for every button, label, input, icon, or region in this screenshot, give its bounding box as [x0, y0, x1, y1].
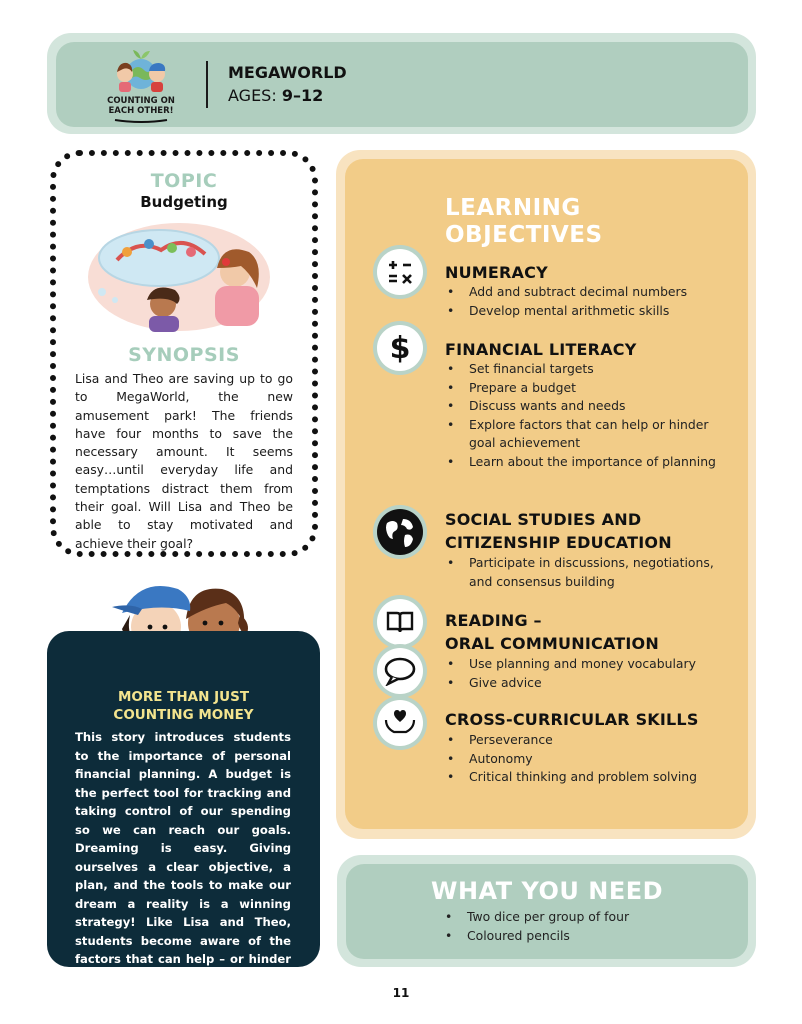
numeracy-heading: NUMERACY: [445, 263, 548, 282]
globe-icon: [373, 505, 427, 559]
page-number: 11: [392, 986, 410, 1000]
list-item: • Prepare a budget: [445, 379, 735, 398]
topic-value: Budgeting: [140, 193, 228, 211]
reading-oral-heading: READING – ORAL COMMUNICATION: [445, 611, 659, 653]
list-item: • Autonomy: [445, 750, 735, 769]
cross-curricular-heading: CROSS-CURRICULAR SKILLS: [445, 710, 699, 729]
list-item: • Give advice: [445, 674, 735, 693]
list-item: • Critical thinking and problem solving: [445, 768, 735, 787]
numeracy-list: [445, 283, 735, 320]
topic-label: TOPIC: [150, 170, 218, 192]
social-studies-list: [445, 554, 735, 591]
synopsis-label: SYNOPSIS: [128, 344, 240, 366]
age-range: AGES: 9–12: [228, 86, 324, 105]
list-item: • Perseverance: [445, 731, 735, 750]
list-item: • Explore factors that can help or hinder goal achievement: [445, 416, 735, 453]
thought-bubble-illustration: [87, 222, 273, 332]
story-title: MEGAWORLD: [228, 63, 347, 82]
math-operators-icon: [373, 245, 427, 299]
more-than-money-text: This story introduces students to the importance of personal financial planning. A budget is the perfect tool for tracking and taking control of our spending so we can reach our goals. Dreaming is easy. Giving ourselves a clear objective, a plan, and the tools to make our dream a reality is a winning strategy! Like Lisa and Theo, students become aware of the factors that can help – or hinder – them in achieving their goals.: [75, 730, 291, 985]
speech-bubble-icon: [373, 644, 427, 698]
dollar-icon: $: [373, 321, 427, 375]
list-item: • Develop mental arithmetic skills: [445, 302, 735, 321]
cross-curricular-list: [445, 731, 735, 787]
what-you-need-list: [443, 908, 733, 945]
social-studies-heading: SOCIAL STUDIES AND CITIZENSHIP EDUCATION: [445, 510, 672, 552]
list-item: • Participate in discussions, negotiations, and consensus building: [445, 554, 735, 591]
what-you-need-title: WHAT YOU NEED: [430, 877, 664, 905]
heart-hands-icon: [373, 696, 427, 750]
list-item: • Set financial targets: [445, 360, 735, 379]
list-item: • Coloured pencils: [443, 927, 733, 946]
list-item: • Discuss wants and needs: [445, 397, 735, 416]
financial-literacy-list: [445, 360, 735, 471]
list-item: • Add and subtract decimal numbers: [445, 283, 735, 302]
more-than-money-title: MORE THAN JUST COUNTING MONEY: [113, 689, 254, 723]
financial-literacy-heading: FINANCIAL LITERACY: [445, 340, 637, 359]
learning-objectives-title: LEARNING OBJECTIVES: [445, 195, 603, 248]
book-icon: [373, 595, 427, 649]
list-item: • Two dice per group of four: [443, 908, 733, 927]
header-divider: [206, 61, 208, 108]
synopsis-text: Lisa and Theo are saving up to go to MegaWorld, the new amusement park! The friends have four months to save the necessary amount. It seems easy…until everyday life and temptations distract them from their goal. Will Lisa and Theo be able to stay motivated and achieve their goal?: [75, 371, 293, 551]
logo-caption: COUNTING ON EACH OTHER!: [96, 96, 186, 123]
list-item: • Use planning and money vocabulary: [445, 655, 735, 674]
list-item: • Learn about the importance of planning: [445, 453, 735, 472]
reading-oral-list: [445, 655, 735, 692]
